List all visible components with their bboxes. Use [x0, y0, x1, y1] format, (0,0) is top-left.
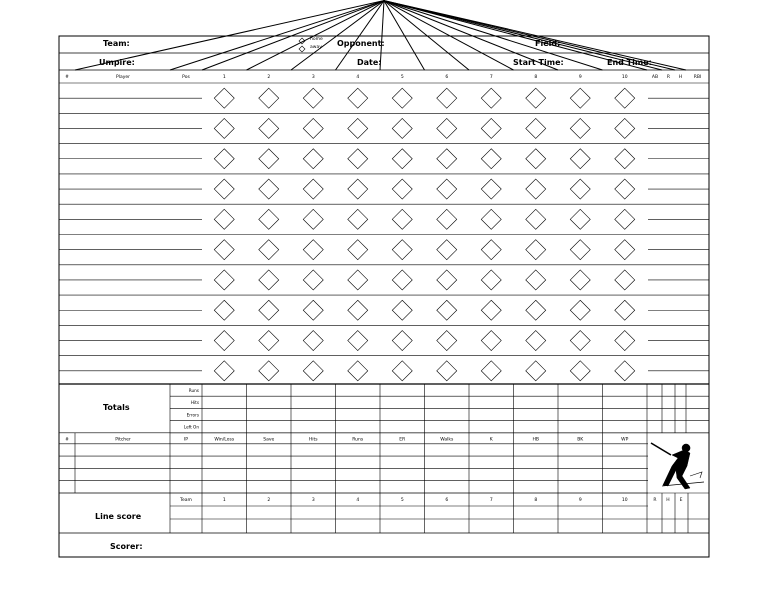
- at-bat-diamond: [259, 118, 279, 138]
- at-bat-diamond: [481, 331, 501, 351]
- at-bat-diamond: [615, 300, 635, 320]
- at-bat-diamond: [259, 88, 279, 108]
- at-bat-diamond: [214, 270, 234, 290]
- inning-header-3: 3: [311, 75, 315, 80]
- at-bat-diamond: [570, 361, 590, 381]
- at-bat-diamond: [348, 179, 368, 199]
- at-bat-diamond: [526, 209, 546, 229]
- at-bat-diamond: [348, 240, 368, 260]
- linescore-inning-4: 4: [356, 498, 360, 503]
- pitching-header-wp: WP: [621, 437, 629, 443]
- pitching-header-win-loss: Win/Loss: [214, 437, 235, 443]
- stat-header-ab: AB: [651, 75, 659, 80]
- home-option-label: home: [310, 37, 323, 42]
- at-bat-diamond: [437, 361, 457, 381]
- pitching-header-bk: BK: [577, 437, 584, 443]
- batter-logo-part: [690, 472, 702, 478]
- at-bat-diamond: [259, 209, 279, 229]
- inning-header-5: 5: [400, 75, 404, 80]
- at-bat-diamond: [392, 361, 412, 381]
- at-bat-diamond: [481, 209, 501, 229]
- pitching-header-ip: IP: [183, 437, 189, 443]
- pitching-header-er: ER: [399, 437, 406, 443]
- at-bat-diamond: [348, 118, 368, 138]
- at-bat-diamond: [570, 300, 590, 320]
- batter-logo-icon: [651, 443, 704, 489]
- at-bat-diamond: [615, 179, 635, 199]
- at-bat-diamond: [392, 300, 412, 320]
- at-bat-diamond: [437, 331, 457, 351]
- at-bat-diamond: [303, 118, 323, 138]
- stat-header-r: R: [666, 75, 671, 80]
- at-bat-diamond: [303, 88, 323, 108]
- linescore-inning-6: 6: [445, 498, 449, 503]
- at-bat-diamond: [392, 88, 412, 108]
- at-bat-diamond: [303, 149, 323, 169]
- at-bat-diamond: [259, 179, 279, 199]
- at-bat-diamond: [615, 270, 635, 290]
- at-bat-diamond: [526, 149, 546, 169]
- team-label: Team:: [103, 39, 130, 48]
- stat-header-rbi: RBI: [693, 75, 702, 80]
- at-bat-diamond: [392, 240, 412, 260]
- start-time-label: Start Time:: [513, 58, 564, 67]
- linescore-stat-r: R: [653, 498, 657, 503]
- at-bat-diamond: [303, 361, 323, 381]
- linescore-inning-8: 8: [534, 498, 538, 503]
- at-bat-diamond: [481, 240, 501, 260]
- inning-header-7: 7: [489, 75, 493, 80]
- linescore-stat-h: H: [666, 498, 670, 503]
- at-bat-diamond: [348, 209, 368, 229]
- at-bat-diamond: [392, 179, 412, 199]
- at-bat-diamond: [303, 270, 323, 290]
- at-bat-diamond: [214, 118, 234, 138]
- inning-header-1: 1: [222, 75, 226, 80]
- linescore-inning-5: 5: [400, 498, 404, 503]
- at-bat-diamond: [392, 209, 412, 229]
- at-bat-diamond: [303, 240, 323, 260]
- linescore-team-header: Team: [180, 498, 192, 503]
- at-bat-diamond: [615, 240, 635, 260]
- at-bat-diamond: [259, 331, 279, 351]
- at-bat-diamond: [392, 270, 412, 290]
- at-bat-diamond: [615, 361, 635, 381]
- at-bat-diamond: [348, 331, 368, 351]
- linescore-inning-9: 9: [578, 498, 582, 503]
- at-bat-diamond: [526, 179, 546, 199]
- at-bat-diamond: [437, 270, 457, 290]
- at-bat-diamond: [481, 118, 501, 138]
- line-score-label: Line score: [95, 512, 142, 521]
- date-label: Date:: [357, 58, 382, 67]
- at-bat-diamond: [526, 300, 546, 320]
- at-bat-diamond: [615, 331, 635, 351]
- field-label: Field:: [535, 39, 561, 48]
- at-bat-diamond: [392, 149, 412, 169]
- inning-header-4: 4: [356, 75, 360, 80]
- at-bat-diamond: [214, 88, 234, 108]
- linescore-stat-e: E: [679, 498, 683, 503]
- sheet-border: [59, 36, 709, 557]
- pitching-pitcher-header: Pitcher: [115, 437, 131, 443]
- at-bat-diamond: [303, 331, 323, 351]
- at-bat-diamond: [615, 118, 635, 138]
- at-bat-diamond: [214, 331, 234, 351]
- at-bat-diamond: [570, 209, 590, 229]
- at-bat-diamond: [570, 118, 590, 138]
- at-bat-diamond: [570, 88, 590, 108]
- at-bat-diamond: [437, 209, 457, 229]
- at-bat-diamond: [214, 179, 234, 199]
- at-bat-diamond: [570, 240, 590, 260]
- at-bat-diamond: [214, 209, 234, 229]
- at-bat-diamond: [214, 361, 234, 381]
- at-bat-diamond: [348, 149, 368, 169]
- pitching-header-runs: Runs: [352, 437, 364, 443]
- at-bat-diamond: [481, 88, 501, 108]
- at-bat-diamond: [526, 240, 546, 260]
- at-bat-diamond: [437, 179, 457, 199]
- at-bat-diamond: [570, 149, 590, 169]
- at-bat-diamond: [259, 300, 279, 320]
- totals-row-left-on: Left On: [183, 424, 199, 430]
- batter-logo-part: [663, 450, 690, 489]
- inning-header-9: 9: [578, 75, 582, 80]
- away-option-label: away: [310, 45, 322, 50]
- at-bat-diamond: [437, 118, 457, 138]
- at-bat-diamond: [259, 270, 279, 290]
- pitching-header-hits: Hits: [308, 437, 318, 443]
- at-bat-diamond: [526, 331, 546, 351]
- at-bat-diamond: [214, 149, 234, 169]
- totals-row-errors: Errors: [186, 412, 199, 418]
- at-bat-diamond: [259, 149, 279, 169]
- at-bat-diamond: [570, 270, 590, 290]
- at-bat-diamond: [570, 179, 590, 199]
- away-option-diamond: [299, 46, 305, 52]
- inning-header-8: 8: [534, 75, 538, 80]
- at-bat-diamond: [303, 179, 323, 199]
- at-bat-diamond: [615, 149, 635, 169]
- batting-num-header: #: [65, 75, 69, 80]
- at-bat-diamond: [259, 240, 279, 260]
- at-bat-diamond: [348, 300, 368, 320]
- at-bat-diamond: [259, 361, 279, 381]
- at-bat-diamond: [392, 331, 412, 351]
- at-bat-diamond: [348, 88, 368, 108]
- at-bat-diamond: [392, 118, 412, 138]
- totals-label: Totals: [103, 403, 130, 412]
- batting-pos-header: Pos: [182, 75, 190, 80]
- totals-row-hits: Hits: [190, 400, 199, 406]
- scorer-label: Scorer:: [110, 542, 143, 551]
- at-bat-diamond: [526, 270, 546, 290]
- grid-line: [170, 1, 384, 70]
- at-bat-diamond: [570, 331, 590, 351]
- batter-logo-part: [651, 443, 671, 455]
- batting-player-header: Player: [115, 75, 131, 80]
- at-bat-diamond: [437, 149, 457, 169]
- linescore-inning-3: 3: [311, 498, 315, 503]
- at-bat-diamond: [526, 118, 546, 138]
- pitching-header-walks: Walks: [440, 437, 454, 443]
- pitching-header-hb: HB: [532, 437, 539, 443]
- totals-row-runs: Runs: [188, 388, 199, 393]
- at-bat-diamond: [481, 361, 501, 381]
- at-bat-diamond: [437, 88, 457, 108]
- at-bat-diamond: [481, 300, 501, 320]
- at-bat-diamond: [437, 240, 457, 260]
- at-bat-diamond: [348, 361, 368, 381]
- opponent-label: Opponent:: [337, 39, 385, 48]
- at-bat-diamond: [303, 209, 323, 229]
- pitching-header-save: Save: [263, 437, 275, 443]
- linescore-inning-7: 7: [489, 498, 493, 503]
- at-bat-diamond: [437, 300, 457, 320]
- at-bat-diamond: [303, 300, 323, 320]
- pitching-num-header: #: [65, 437, 69, 443]
- stat-header-h: H: [678, 75, 683, 80]
- end-time-label: End Time:: [607, 58, 652, 67]
- linescore-inning-2: 2: [267, 498, 271, 503]
- inning-header-10: 10: [621, 75, 628, 80]
- at-bat-diamond: [615, 88, 635, 108]
- at-bat-diamond: [481, 270, 501, 290]
- umpire-label: Umpire:: [99, 58, 135, 67]
- linescore-inning-1: 1: [222, 498, 226, 503]
- at-bat-diamond: [214, 240, 234, 260]
- at-bat-diamond: [526, 361, 546, 381]
- at-bat-diamond: [615, 209, 635, 229]
- at-bat-diamond: [481, 179, 501, 199]
- at-bat-diamond: [214, 300, 234, 320]
- inning-header-2: 2: [267, 75, 271, 80]
- inning-header-6: 6: [445, 75, 449, 80]
- pitching-header-k: K: [489, 437, 493, 443]
- at-bat-diamond: [348, 270, 368, 290]
- at-bat-diamond: [526, 88, 546, 108]
- linescore-inning-10: 10: [621, 498, 628, 503]
- at-bat-diamond: [481, 149, 501, 169]
